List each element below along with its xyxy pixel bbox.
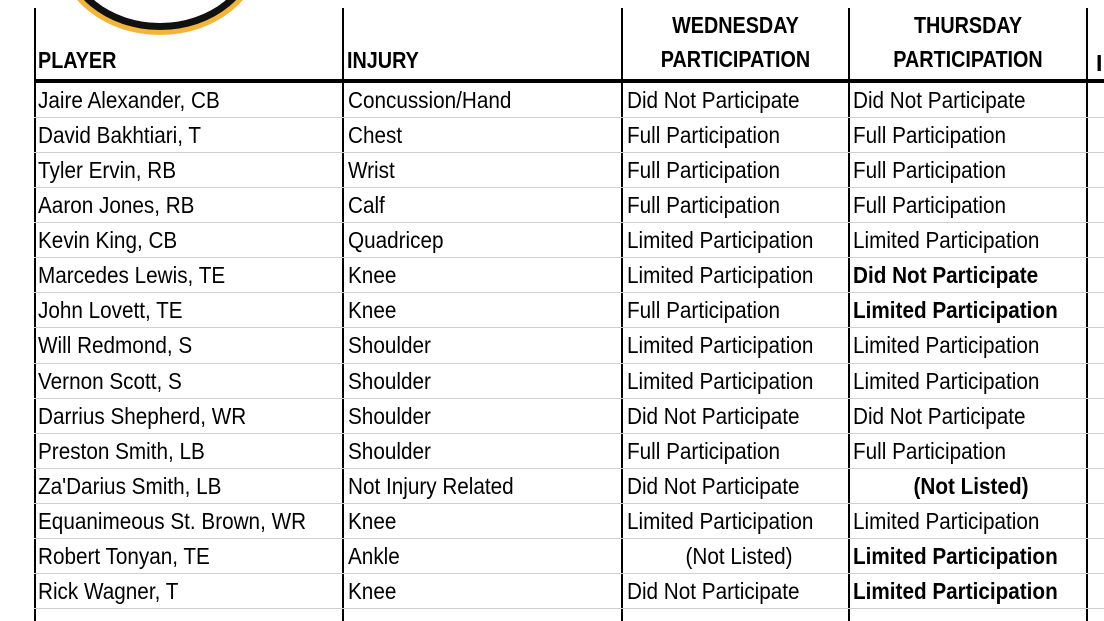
injury-table-body	[34, 83, 1104, 609]
injury-cell: Quadricep	[348, 227, 444, 254]
injury-cell: Chest	[348, 122, 403, 149]
wednesday-cell: Limited Participation	[627, 262, 814, 289]
injury-cell: Shoulder	[348, 437, 431, 464]
header-thursday-line1: THURSDAY	[913, 12, 1023, 38]
wednesday-cell: Full Participation	[627, 437, 781, 464]
wednesday-cell: Full Participation	[627, 192, 781, 219]
thursday-cell: Did Not Participate	[853, 262, 1039, 289]
player-cell: Marcedes Lewis, TE	[38, 262, 226, 289]
injury-cell: Shoulder	[348, 402, 431, 429]
injury-cell: Knee	[348, 262, 397, 289]
wednesday-cell: Full Participation	[627, 122, 781, 149]
thursday-cell: Full Participation	[853, 437, 1007, 464]
injury-cell: Shoulder	[348, 332, 431, 359]
player-cell: John Lovett, TE	[38, 297, 183, 324]
player-cell: Darrius Shepherd, WR	[38, 402, 247, 429]
table-row	[34, 399, 1104, 434]
thursday-cell: Full Participation	[853, 122, 1007, 149]
table-row	[34, 364, 1104, 399]
table-row	[34, 434, 1104, 469]
thursday-cell: Full Participation	[853, 157, 1007, 184]
wednesday-cell: Full Participation	[627, 297, 781, 324]
injury-cell: Knee	[348, 507, 397, 534]
player-cell: Preston Smith, LB	[38, 437, 205, 464]
injury-cell: Calf	[348, 192, 385, 219]
header-wednesday-line2: PARTICIPATION	[660, 46, 811, 72]
injury-cell: Not Injury Related	[348, 472, 514, 499]
player-cell: Robert Tonyan, TE	[38, 542, 210, 569]
player-cell: Rick Wagner, T	[38, 577, 179, 604]
thursday-cell: Limited Participation	[853, 332, 1040, 359]
injury-cell: Wrist	[348, 157, 395, 184]
wednesday-cell: Did Not Participate	[627, 472, 800, 499]
table-row	[34, 539, 1104, 574]
header-wednesday-line1: WEDNESDAY	[672, 12, 799, 38]
injury-cell: Ankle	[348, 542, 400, 569]
header-thursday-line2: PARTICIPATION	[893, 46, 1043, 72]
table-row	[34, 223, 1104, 258]
header-partial: I	[1096, 50, 1103, 76]
thursday-cell: Did Not Participate	[853, 402, 1026, 429]
thursday-cell: Limited Participation	[853, 542, 1058, 569]
table-row	[34, 574, 1104, 609]
thursday-cell: Did Not Participate	[853, 87, 1026, 113]
wednesday-cell: Did Not Participate	[627, 577, 800, 604]
player-cell: Tyler Ervin, RB	[38, 157, 177, 184]
wednesday-cell: Full Participation	[627, 157, 781, 184]
player-cell: Kevin King, CB	[38, 227, 178, 254]
table-row	[34, 118, 1104, 153]
table-row	[34, 469, 1104, 504]
wednesday-cell: (Not Listed)	[685, 542, 793, 569]
wednesday-cell: Limited Participation	[627, 507, 814, 534]
header-player: PLAYER	[38, 47, 117, 73]
table-row	[34, 258, 1104, 293]
header-injury: INJURY	[347, 47, 419, 73]
wednesday-cell: Did Not Participate	[627, 402, 800, 429]
table-row	[34, 83, 1104, 118]
player-cell: Za'Darius Smith, LB	[38, 472, 222, 499]
player-cell: Vernon Scott, S	[38, 367, 182, 394]
wednesday-cell: Limited Participation	[627, 367, 814, 394]
header-thursday	[867, 8, 1070, 79]
injury-cell: Concussion/Hand	[348, 87, 512, 113]
injury-cell: Knee	[348, 297, 397, 324]
header-wednesday	[639, 8, 833, 79]
player-cell: Aaron Jones, RB	[38, 192, 195, 219]
player-cell: Equanimeous St. Brown, WR	[38, 507, 307, 534]
table-row	[34, 328, 1104, 363]
thursday-cell: Full Participation	[853, 192, 1007, 219]
player-cell: Will Redmond, S	[38, 332, 193, 359]
wednesday-cell: Limited Participation	[627, 227, 814, 254]
table-row	[34, 293, 1104, 328]
table-row	[34, 504, 1104, 539]
injury-cell: Shoulder	[348, 367, 431, 394]
player-cell: Jaire Alexander, CB	[38, 87, 220, 113]
player-cell: David Bakhtiari, T	[38, 122, 201, 149]
thursday-cell: Limited Participation	[853, 227, 1040, 254]
thursday-cell: Limited Participation	[853, 577, 1058, 604]
table-row	[34, 188, 1104, 223]
thursday-cell: (Not Listed)	[913, 472, 1029, 499]
wednesday-cell: Limited Participation	[627, 332, 814, 359]
table-row	[34, 153, 1104, 188]
thursday-cell: Limited Participation	[853, 507, 1040, 534]
thursday-cell: Limited Participation	[853, 297, 1058, 324]
wednesday-cell: Did Not Participate	[627, 87, 800, 113]
thursday-cell: Limited Participation	[853, 367, 1040, 394]
injury-cell: Knee	[348, 577, 397, 604]
